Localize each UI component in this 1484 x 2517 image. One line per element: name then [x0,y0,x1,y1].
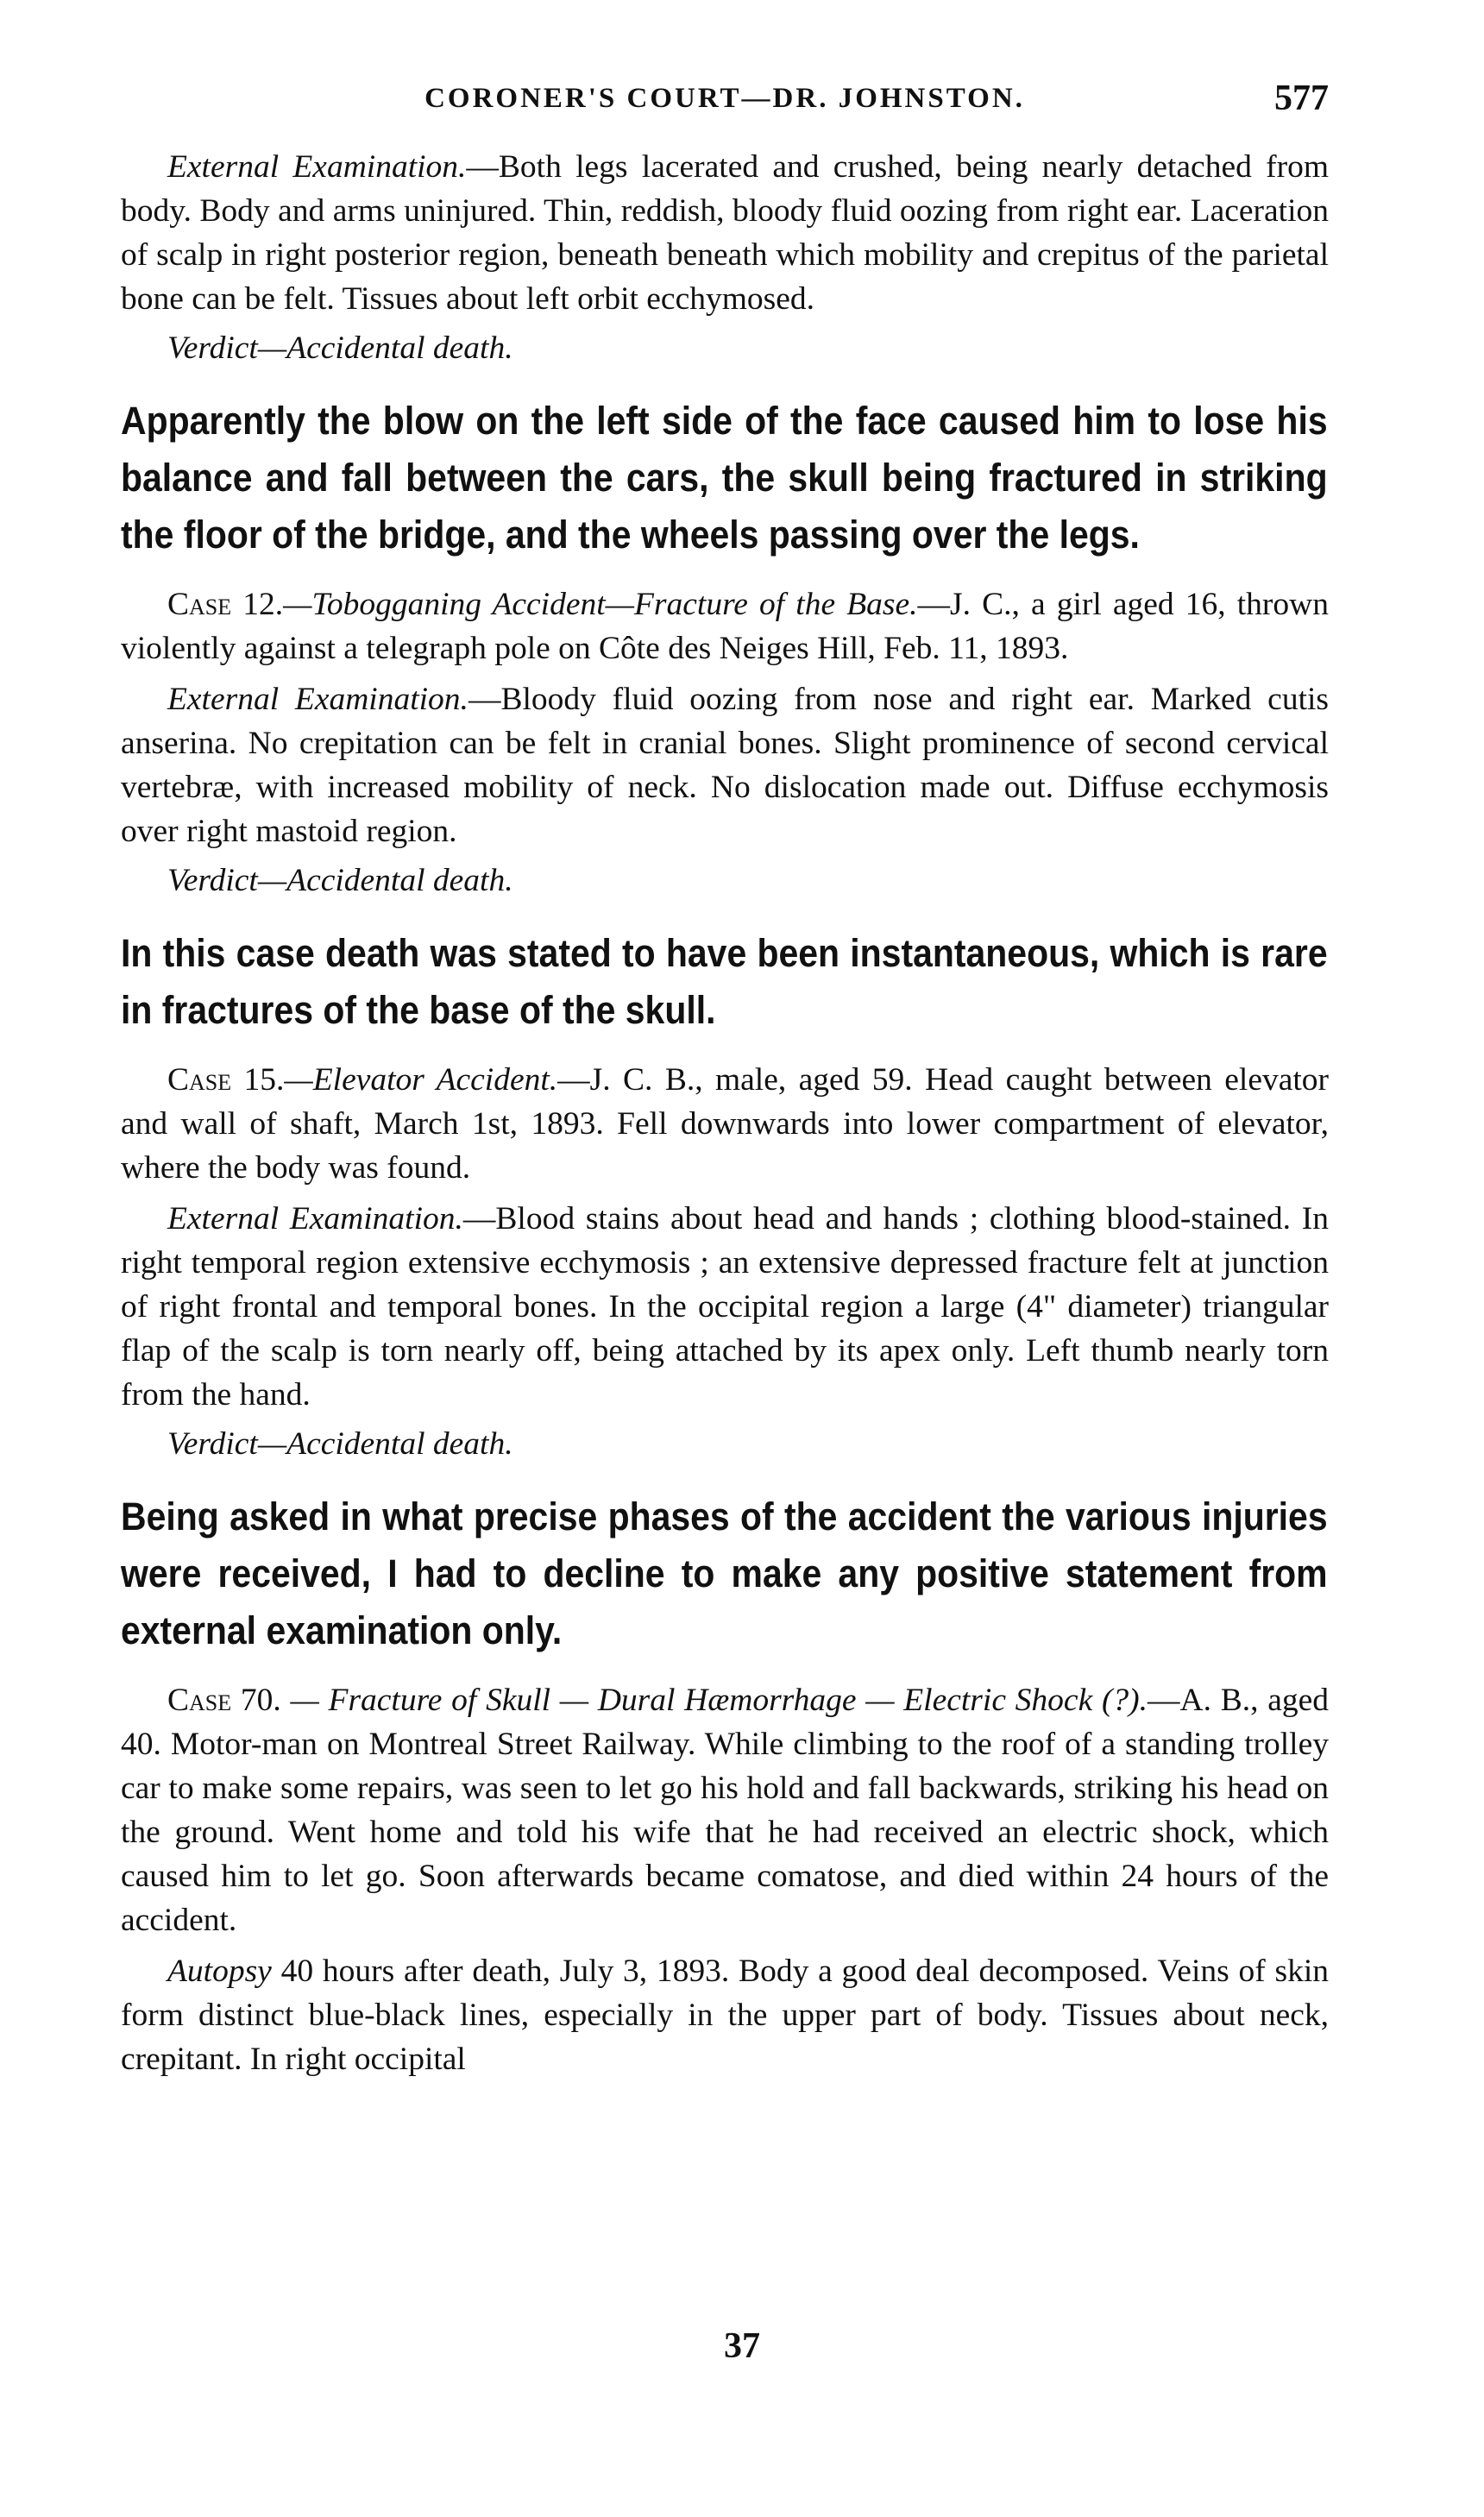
commentary-1: Apparently the blow on the left side of the face caused him to lose his balance and fall between the cars, the skull being fractured in striking the floor of the bridge, and the wheels passing over the legs. [121,399,1328,557]
case-text: —J. C. B., male, aged 59. Head caught between elevator and wall of shaft, March 1st, 1893. Fell downwards into lower compartment of elevator, where the body was found. [121,1062,1330,1186]
document-page [121,79,1330,2081]
case-label: Case [167,1062,232,1098]
case-title: — Fracture of Skull — Dural Hæmorrhage — Electric Shock (?). [280,1683,1148,1718]
paragraph-text: 40 hours after death, July 3, 1893. Body a good deal decomposed. Veins of skin form distinct blue-black lines, especially in the upper part of body. Tissues about neck, crepitant. In right occipital [121,1954,1329,2077]
case-number: 12. [231,587,284,622]
paragraph-text: —Both legs lacerated and crushed, being nearly detached from body. Body and arms uninjured. Thin, reddish, bloody fluid oozing from right ear. Laceration of scalp in right posterior region, beneath beneath which mobility and crepitus of the parietal bone can be felt. Tissues about left orbit ecchymosed. [121,149,1330,317]
case-15-heading [121,1058,1329,1190]
case-title: —Tobogganing Accident—Fracture of the Base. [283,587,918,622]
paragraph-lead: External Examination. [167,1201,463,1236]
page-header [121,79,1329,145]
case-text: —J. C., a girl aged 16, thrown violently against a telegraph pole on Côte des Neiges Hill, Feb. 11, 1893. [121,587,1329,666]
case-number: 70. [231,1683,281,1718]
paragraph-text: —Blood stains about head and hands ; clothing blood-stained. In right temporal region extensive ecchymosis ; an extensive depressed fracture felt at junction of right frontal and temporal bones. In the occipital region a large (4" diameter) triangular flap of the scalp is torn nearly off, being attached by its apex only. Left thumb nearly torn from the hand. [121,1201,1329,1413]
paragraph-autopsy [121,1949,1329,2081]
case-number: 15. [231,1062,285,1098]
commentary-2: In this case death was stated to have been instantaneous, which is rare in fractures of the base of the skull. [121,931,1328,1032]
case-12-heading [121,582,1329,670]
paragraph-text: —Bloody fluid oozing from nose and right ear. Marked cutis anserina. No crepitation can be felt in cranial bones. Slight prominence of second cervical vertebræ, with increased mobility of neck. No dislocation made out. Diffuse ecchymosis over right mastoid region. [121,682,1330,849]
case-70-heading [121,1678,1329,1942]
running-title: CORONER'S COURT—DR. JOHNSTON. [424,83,1025,114]
verdict-2: Verdict—Accidental death. [167,863,513,898]
case-title: —Elevator Accident. [284,1062,558,1098]
verdict-3: Verdict—Accidental death. [167,1426,513,1462]
verdict-1: Verdict—Accidental death. [167,330,513,366]
page-number: 577 [1274,79,1329,118]
paragraph-external-examination-2 [121,677,1329,853]
case-label: Case [167,1683,232,1718]
signature-mark: 37 [724,2326,760,2366]
paragraph-lead: External Examination. [167,149,467,185]
commentary-3: Being asked in what precise phases of the accident the various injuries were received, I had to decline to make any positive statement from external examination only. [121,1494,1328,1652]
case-text: —A. B., aged 40. Motor-man on Montreal Street Railway. While climbing to the roof of a standing trolley car to make some repairs, was seen to let go his hold and fall backwards, striking his head on the ground. Went home and told his wife that he had received an electric shock, which caused him to let go. Soon afterwards became comatose, and died within 24 hours of the accident. [121,1683,1330,1938]
paragraph-external-examination-3 [121,1197,1329,1417]
paragraph-lead: External Examination. [167,682,468,717]
paragraph-lead: Autopsy [167,1954,272,1989]
paragraph-external-examination-1 [121,145,1329,321]
case-label: Case [167,587,232,622]
